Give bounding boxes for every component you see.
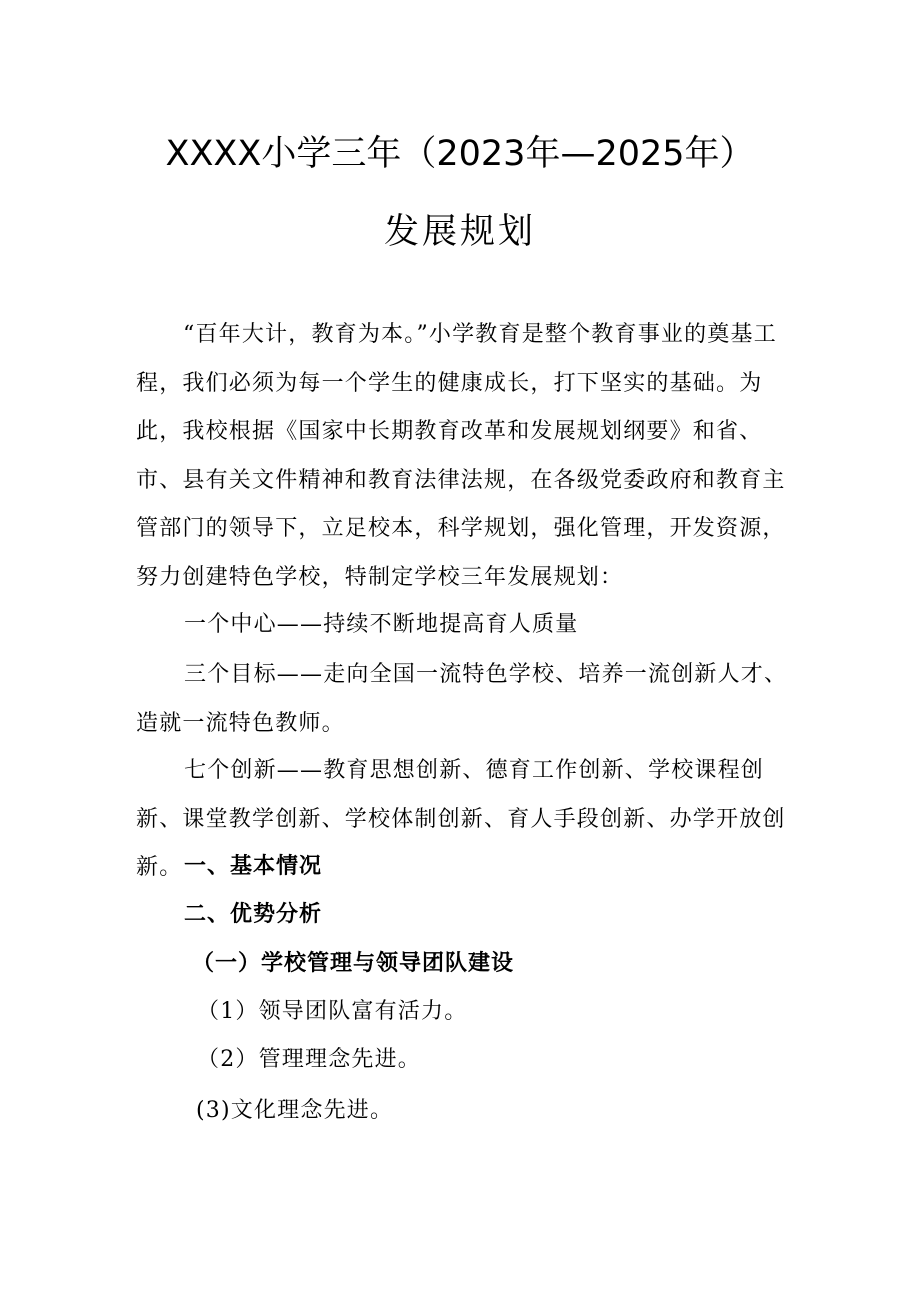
document-title-line2: 发展规划 (383, 212, 536, 252)
one-center-line: 一个中心——持续不断地提高育人质量 (184, 612, 579, 637)
document-title-line1: XXXX小学三年（2023年—2025年） (165, 134, 755, 174)
list-item-3: (3)文化理念先进。 (196, 1098, 394, 1123)
intro-paragraph: “百年大计，教育为本。”小学教育是整个教育事业的奠基工程，我们必须为每一个学生的健康成长，打下坚实的基础。为此，我校根据《国家中长期教育改革和发展规划纲要》和省、市、县有关文件精神和教育法律法规，在各级党委政府和教育主管部门的领导下，立足校本，科学规划，强化管理，开发资源，努力创建特色学校，特制定学校三年发展规划： (136, 322, 786, 590)
list-item-2: （2）管理理念先进。 (197, 1047, 421, 1072)
list-item-1: （1）领导团队富有活力。 (197, 999, 468, 1024)
seven-innovations-paragraph: 七个创新——教育思想创新、德育工作创新、学校课程创新、课堂教学创新、学校体制创新、育人手段创新、办学开放创新。 (136, 758, 786, 880)
subsection-heading-management: （一）学校管理与领导团队建设 (192, 951, 515, 976)
section-heading-advantages: 二、优势分析 (184, 902, 323, 927)
section-heading-basic: 一、基本情况 (184, 854, 323, 879)
three-goals-paragraph: 三个目标——走向全国一流特色学校、培养一流创新人才、造就一流特色教师。 (136, 662, 788, 736)
